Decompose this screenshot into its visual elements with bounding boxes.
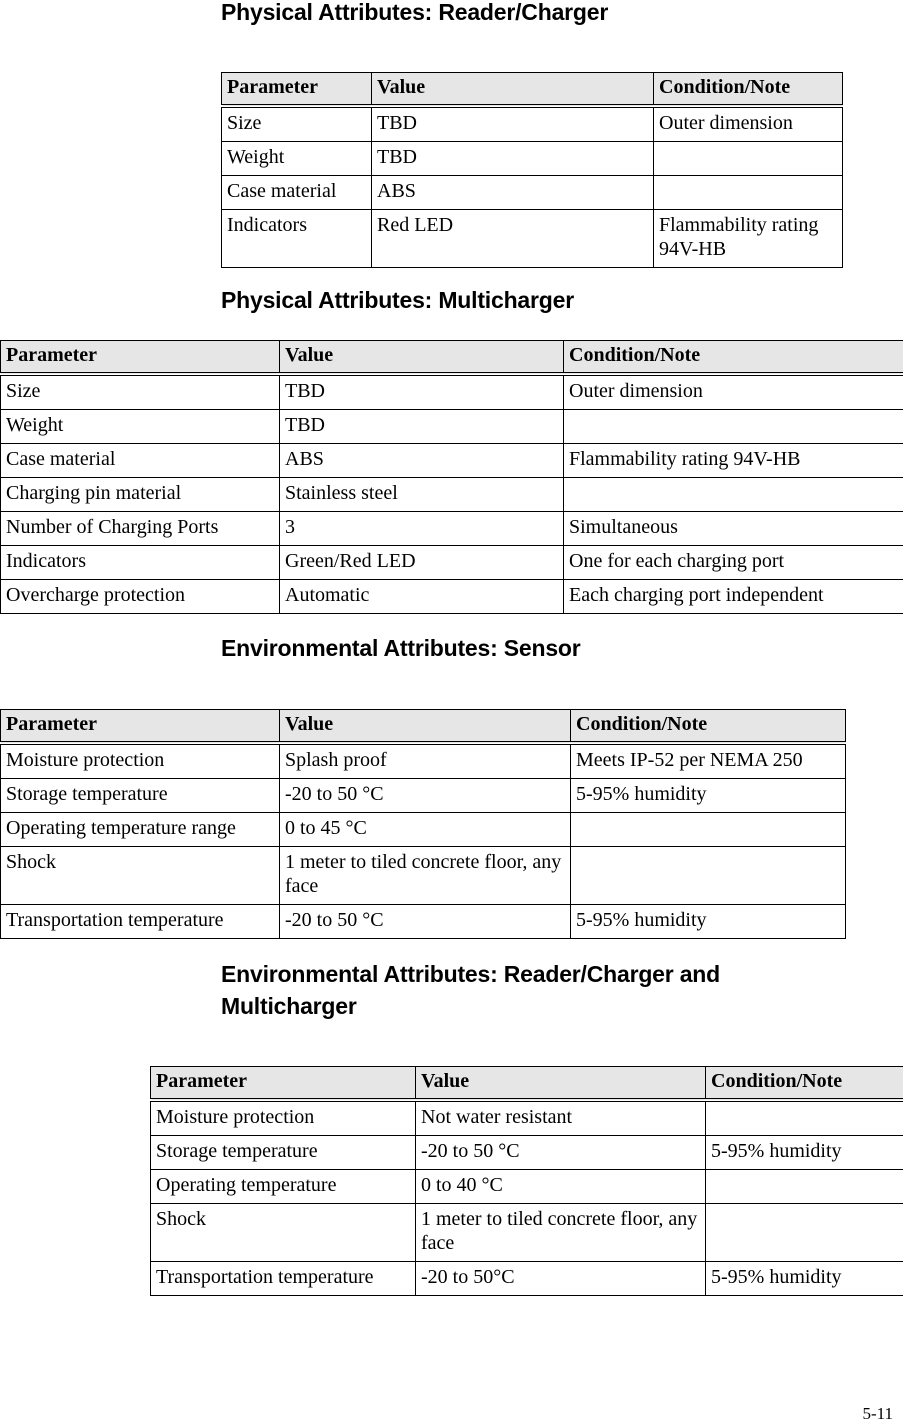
table-cell: Automatic: [280, 580, 564, 614]
table-cell: Indicators: [222, 210, 372, 268]
table-cell: 3: [280, 512, 564, 546]
table-cell: Moisture protection: [1, 743, 280, 779]
table-cell: Weight: [1, 410, 280, 444]
table-row: [1, 779, 846, 813]
column-header: Value: [280, 710, 571, 744]
page-number: 5-11: [862, 1404, 893, 1424]
table-cell: Operating temperature: [151, 1170, 416, 1204]
table-cell: Outer dimension: [654, 106, 843, 142]
table-row: [1, 813, 846, 847]
table-row: [1, 512, 903, 546]
table-cell: 1 meter to tiled concrete floor, any face: [280, 847, 571, 905]
table-row: [222, 176, 843, 210]
column-header: Condition/Note: [706, 1067, 903, 1101]
table-cell: ABS: [280, 444, 564, 478]
table-header-row: [1, 341, 903, 375]
column-header: Parameter: [1, 341, 280, 375]
table-cell: Weight: [222, 142, 372, 176]
table-cell: Case material: [1, 444, 280, 478]
table-row: [1, 847, 846, 905]
table-cell: TBD: [372, 106, 654, 142]
table-cell: Moisture protection: [151, 1100, 416, 1136]
table-cell: 0 to 40 °C: [416, 1170, 706, 1204]
table-row: [1, 478, 903, 512]
table-cell: Meets IP-52 per NEMA 250: [571, 743, 846, 779]
table-cell: Transportation temperature: [151, 1262, 416, 1296]
table-cell: Size: [222, 106, 372, 142]
table-cell: Transportation temperature: [1, 905, 280, 939]
spec-table: [0, 340, 903, 614]
table-row: [1, 444, 903, 478]
section-title: Environmental Attributes: Sensor: [221, 632, 581, 664]
section-title: Physical Attributes: Multicharger: [221, 284, 574, 316]
table-cell: [706, 1170, 903, 1204]
table-cell: 5-95% humidity: [571, 905, 846, 939]
table-cell: [571, 847, 846, 905]
table-cell: 5-95% humidity: [706, 1262, 903, 1296]
table-row: [151, 1262, 903, 1296]
table-cell: Outer dimension: [564, 374, 903, 410]
table-cell: Case material: [222, 176, 372, 210]
table-cell: Size: [1, 374, 280, 410]
column-header: Value: [416, 1067, 706, 1101]
column-header: Parameter: [151, 1067, 416, 1101]
column-header: Parameter: [222, 73, 372, 107]
table-cell: TBD: [372, 142, 654, 176]
column-header: Condition/Note: [654, 73, 843, 107]
table-cell: [654, 142, 843, 176]
table-cell: Shock: [1, 847, 280, 905]
table-cell: TBD: [280, 374, 564, 410]
table-cell: -20 to 50 °C: [280, 905, 571, 939]
table-cell: Each charging port independent: [564, 580, 903, 614]
table-cell: Stainless steel: [280, 478, 564, 512]
table-row: [222, 106, 843, 142]
table-cell: -20 to 50 °C: [416, 1136, 706, 1170]
table-cell: One for each charging port: [564, 546, 903, 580]
table-cell: Number of Charging Ports: [1, 512, 280, 546]
table-header-row: [151, 1067, 903, 1101]
table-cell: Storage temperature: [151, 1136, 416, 1170]
table-row: [1, 743, 846, 779]
table-row: [1, 546, 903, 580]
column-header: Condition/Note: [564, 341, 903, 375]
table-cell: [564, 478, 903, 512]
table-cell: Flammability rating 94V-HB: [564, 444, 903, 478]
table-row: [1, 905, 846, 939]
table-row: [151, 1204, 903, 1262]
table-row: [151, 1136, 903, 1170]
table-cell: Flammability rating 94V-HB: [654, 210, 843, 268]
table-row: [1, 410, 903, 444]
table-cell: Green/Red LED: [280, 546, 564, 580]
spec-table: [150, 1066, 903, 1296]
table-cell: Not water resistant: [416, 1100, 706, 1136]
table-cell: Simultaneous: [564, 512, 903, 546]
spec-table: [221, 72, 843, 268]
table-cell: Storage temperature: [1, 779, 280, 813]
table-cell: 0 to 45 °C: [280, 813, 571, 847]
table-header-row: [222, 73, 843, 107]
table-cell: ABS: [372, 176, 654, 210]
column-header: Parameter: [1, 710, 280, 744]
table-row: [1, 580, 903, 614]
table-cell: [571, 813, 846, 847]
table-row: [222, 210, 843, 268]
column-header: Value: [280, 341, 564, 375]
table-row: [151, 1170, 903, 1204]
column-header: Value: [372, 73, 654, 107]
table-cell: Red LED: [372, 210, 654, 268]
table-cell: -20 to 50°C: [416, 1262, 706, 1296]
table-cell: [706, 1100, 903, 1136]
table-cell: [564, 410, 903, 444]
table-cell: 5-95% humidity: [706, 1136, 903, 1170]
table-cell: Operating temperature range: [1, 813, 280, 847]
table-cell: 5-95% humidity: [571, 779, 846, 813]
table-cell: Charging pin material: [1, 478, 280, 512]
table-cell: 1 meter to tiled concrete floor, any face: [416, 1204, 706, 1262]
table-cell: Indicators: [1, 546, 280, 580]
table-cell: [706, 1204, 903, 1262]
table-row: [151, 1100, 903, 1136]
table-cell: [654, 176, 843, 210]
table-cell: Splash proof: [280, 743, 571, 779]
table-cell: TBD: [280, 410, 564, 444]
section-title: Environmental Attributes: Reader/Charger and Multicharger: [221, 958, 821, 1022]
spec-table: [0, 709, 846, 939]
table-row: [222, 142, 843, 176]
table-row: [1, 374, 903, 410]
table-cell: Shock: [151, 1204, 416, 1262]
column-header: Condition/Note: [571, 710, 846, 744]
table-header-row: [1, 710, 846, 744]
table-cell: Overcharge protection: [1, 580, 280, 614]
table-cell: -20 to 50 °C: [280, 779, 571, 813]
section-title: Physical Attributes: Reader/Charger: [221, 0, 608, 28]
